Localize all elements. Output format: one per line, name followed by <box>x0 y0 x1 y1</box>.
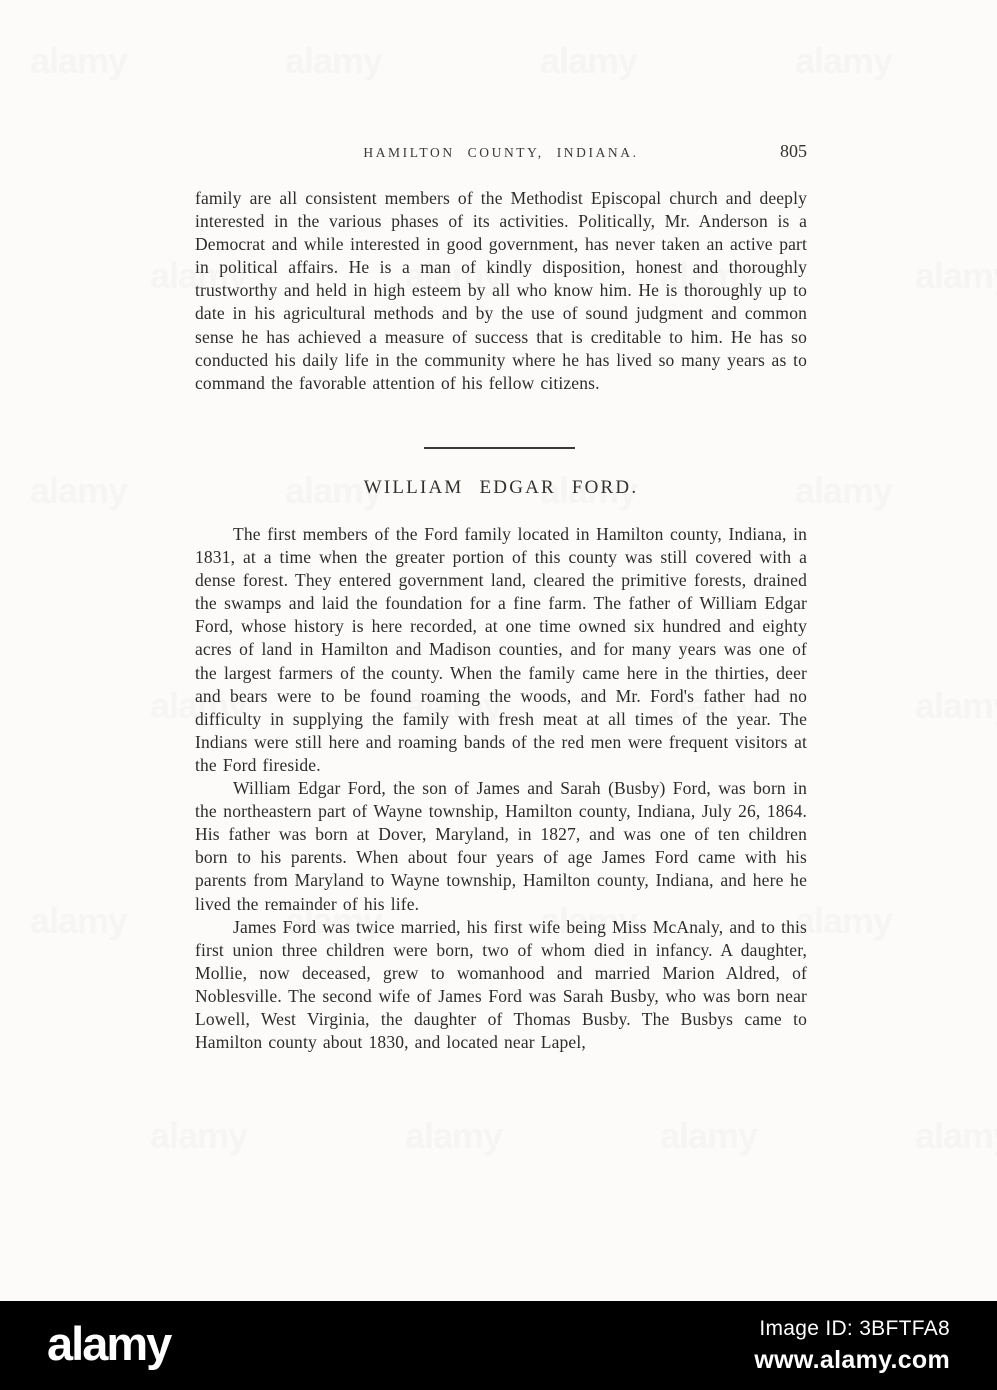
running-head: HAMILTON COUNTY, INDIANA. <box>363 145 639 160</box>
section-body <box>195 523 807 1054</box>
page-number: 805 <box>780 141 807 161</box>
alamy-watermark-bar <box>0 1301 997 1390</box>
paragraph-ford-family-history: The first members of the Ford family located in Hamilton county, Indiana, in 1831, at a time when the greater portion of this county was still covered with a dense forest. They entered government land, cleared the primitive forests, drained the swamps and laid the foundation for a fine farm. The father of William Edgar Ford, whose history is here recorded, at one time owned six hundred and eighty acres of land in Hamilton and Madison counties, and for many years was one of the largest farmers of the county. When the family came here in the thirties, deer and bears were to be found roaming the woods, and Mr. Ford's father had no difficulty in supplying the family with fresh meat at all times of the year. The Indians were still here and roaming bands of the red men were frequent visitors at the Ford fireside. <box>195 524 807 775</box>
paragraph-anderson-biography: family are all consistent members of the Methodist Episcopal church and deeply interested in the various phases of its activities. Politically, Mr. Anderson is a Democrat and while interested in good government, has never taken an active part in political affairs. He is a man of kindly disposition, honest and thoroughly trustworthy and held in high esteem by all who know him. He is thoroughly up to date in his agricultural methods and by the use of sound judgment and common sense he has achieved a measure of success that is creditable to him. He has so conducted his daily life in the community where he has lived so many years as to command the favorable attention of his fellow citizens. <box>195 188 807 393</box>
paragraph-james-ford-marriages: James Ford was twice married, his first wife being Miss McAnaly, and to this first union three children were born, two of whom died in infancy. A daughter, Mollie, now deceased, grew to womanhood and married Marion Aldred, of Noblesville. The second wife of James Ford was Sarah Busby, who was born near Lowell, West Virginia, the daughter of Thomas Busby. The Busbys came to Hamilton county about 1830, and located near Lapel, <box>195 916 807 1053</box>
section-heading: WILLIAM EDGAR FORD. <box>363 477 639 498</box>
section-divider <box>424 447 575 449</box>
alamy-url: www.alamy.com <box>754 1345 950 1374</box>
paragraph-william-edgar-ford-birth: William Edgar Ford, the son of James and Sarah (Busby) Ford, was born in the northeastern part of Wayne township, Hamilton county, Indiana, July 26, 1864. His father was born at Dover, Maryland, in 1827, and was one of ten children born to his parents. When about four years of age James Ford came with his parents from Maryland to Wayne township, Hamilton county, Indiana, and here he lived the remainder of his life. <box>195 778 807 914</box>
watermark-info <box>754 1317 950 1375</box>
page-header <box>195 141 807 167</box>
alamy-logo: alamy <box>47 1317 171 1370</box>
image-id-label: Image ID: 3BFTFA8 <box>759 1316 950 1340</box>
